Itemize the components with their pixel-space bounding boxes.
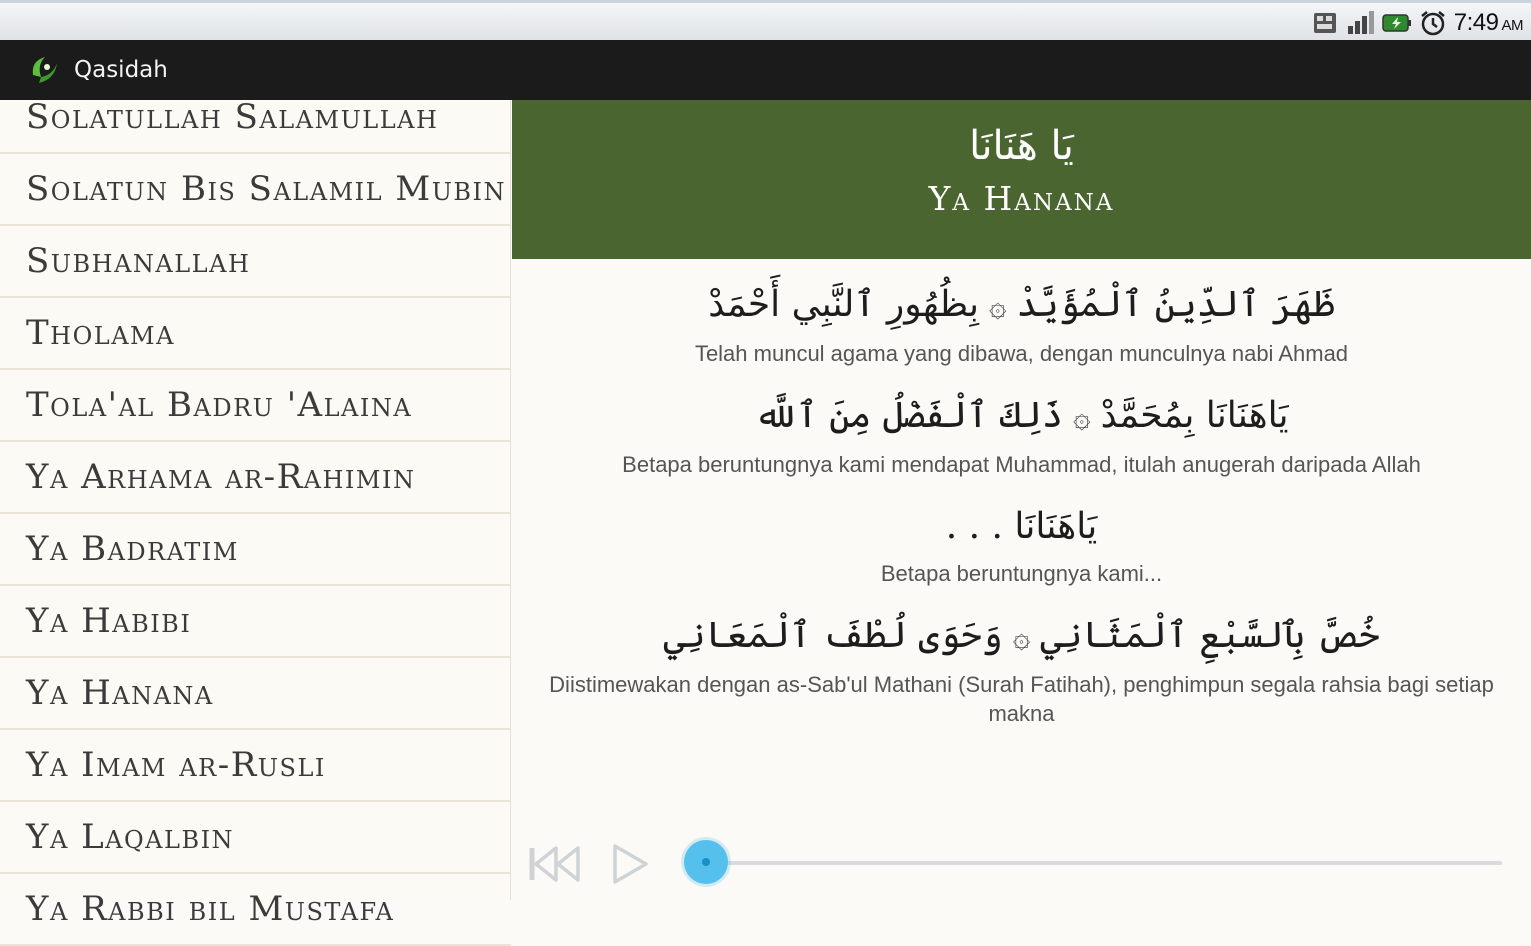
song-list-scroll[interactable] xyxy=(0,82,511,946)
verse-translation: Betapa beruntungnya kami mendapat Muhammad, itulah anugerah daripada Allah xyxy=(622,452,1421,477)
verse xyxy=(532,384,1511,479)
app-title: Qasidah xyxy=(74,57,168,83)
song-title-arabic: يَا هَنَانَا xyxy=(969,123,1074,169)
song-title-latin: Ya Hanana xyxy=(928,179,1115,218)
verse-arabic-second-half: بِظُهُورِ ٱلنَّبِي أَحْمَدْ xyxy=(708,284,979,325)
song-list-item[interactable]: Solatun Bis Salamil Mubin xyxy=(0,154,511,226)
verse xyxy=(532,604,1511,728)
rewind-button[interactable] xyxy=(528,844,582,884)
lyrics xyxy=(512,259,1531,728)
signal-icon xyxy=(1346,9,1376,37)
seek-bar[interactable] xyxy=(706,861,1502,865)
song-detail xyxy=(512,100,1531,900)
verse xyxy=(532,495,1511,588)
verse xyxy=(532,273,1511,368)
song-list-item[interactable]: Solatullah Salamullah xyxy=(0,82,511,154)
song-list-item[interactable]: Ya Rabbi bil Mustafa xyxy=(0,874,511,946)
audio-player xyxy=(512,820,1531,900)
song-list-item[interactable]: Ya Arhama ar-Rahimin xyxy=(0,442,511,514)
status-icons xyxy=(1310,7,1523,39)
usb-debug-icon xyxy=(1310,9,1340,37)
verse-arabic xyxy=(532,273,1511,339)
song-list-item[interactable]: Ya Habibi xyxy=(0,586,511,658)
verse-arabic xyxy=(532,604,1511,670)
song-list[interactable] xyxy=(0,97,511,929)
verse-separator-icon: ۞ xyxy=(1012,620,1031,655)
verse-arabic-second-half: ذَلِكَ ٱلْفَضْلُ مِنَ ٱللَّه xyxy=(754,395,1063,436)
verse-translation: Betapa beruntungnya kami... xyxy=(880,561,1163,586)
verse-translation: Telah muncul agama yang dibawa, dengan munculnya nabi Ahmad xyxy=(694,341,1349,366)
song-list-item[interactable]: Ya Badratim xyxy=(0,514,511,586)
song-list-item[interactable]: Ya Imam ar-Rusli xyxy=(0,730,511,802)
seek-bar-thumb[interactable] xyxy=(684,840,728,884)
verse-arabic-first-half: ظَهَرَ ٱلدِّينُ ٱلْمُؤَيَّدْ xyxy=(1016,284,1335,325)
song-list-item[interactable]: Tholama xyxy=(0,298,511,370)
verse-translation: Diistimewakan dengan as-Sab'ul Mathani (Surah Fatihah), penghimpun segala rahsia bagi setiap makna xyxy=(549,672,1494,726)
verse-separator-icon: ۞ xyxy=(989,289,1007,324)
battery-icon xyxy=(1382,9,1412,37)
play-button[interactable] xyxy=(610,842,650,886)
verse-separator-icon: ۞ xyxy=(1072,400,1091,435)
verse-arabic xyxy=(532,384,1511,450)
alarm-icon xyxy=(1418,9,1448,37)
status-clock: 7:49 AM xyxy=(1453,9,1523,36)
status-bar xyxy=(0,0,1531,40)
song-list-item[interactable]: Ya Laqalbin xyxy=(0,802,511,874)
verse-arabic-first-half: يَاهَنَانَا . . . xyxy=(945,506,1098,547)
song-header xyxy=(512,100,1531,259)
verse-arabic xyxy=(532,495,1511,559)
verse-arabic-second-half: وَحَوَى لُطْفَ ٱلْمَعَانِي xyxy=(663,615,1003,656)
verse-arabic-first-half: خُصَّ بِٱلسَّبْعِ ٱلْمَثَانِي xyxy=(1040,615,1380,656)
song-list-item[interactable]: Subhanallah xyxy=(0,226,511,298)
song-list-item[interactable]: Tola'al Badru 'Alaina xyxy=(0,370,511,442)
song-list-item[interactable]: Ya Hanana xyxy=(0,658,511,730)
verse-arabic-first-half: يَاهَنَانَا بِمُحَمَّدْ xyxy=(1100,395,1289,436)
